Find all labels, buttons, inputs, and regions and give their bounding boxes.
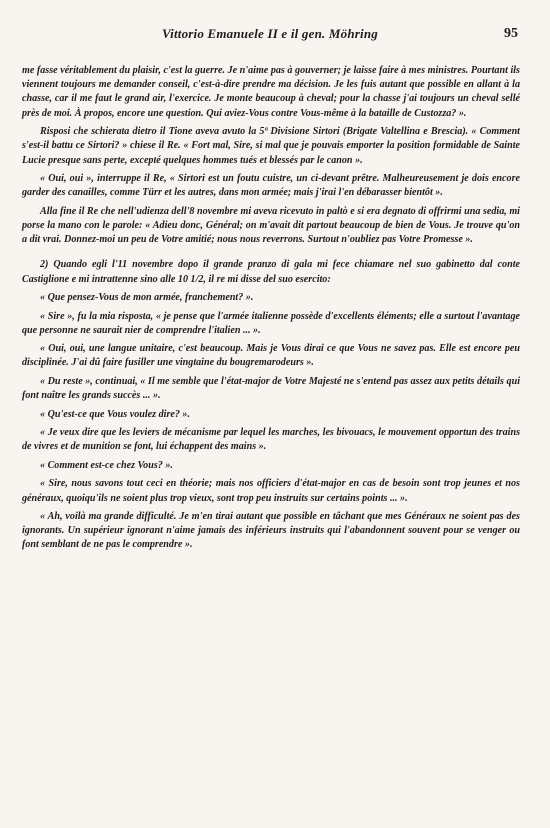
- paragraph: « Sire, nous savons tout ceci en théorie; mais nos officiers d'état-major en cas de besoin sont trop jeunes et nos généraux, quoiqu'ils ne soient plus trop vieux, sont trop peu instruits sur certains points ... ».: [22, 478, 520, 504]
- paragraph: « Qu'est-ce que Vous voulez dire? ».: [40, 408, 191, 420]
- page-header: [22, 26, 518, 46]
- page-number: 95: [504, 26, 518, 41]
- paragraph-section-2: 2) Quando egli l'11 novembre dopo il grande pranzo di gala mi fece chiamare nel suo gabinetto dal conte Castiglione e mi intrattenne sino alle 10 1/2, il re mi disse del suo esercito:: [22, 259, 520, 285]
- paragraph: Risposi che schierata dietro il Tione aveva avuto la 5ª Divisione Sirtori (Brigate Valtellina e Brescia). « Comment s'est-il battu ce Sirtori? » chiese il Re. « Fort mal, Sire, si mal que je pouvais emporter la position formidable de Sainte Lucie presque sans perte, excepté quelques hommes tués et blessés par le canon ».: [22, 126, 520, 166]
- paragraph: « Oui, oui », interruppe il Re, « Sirtori est un foutu cuistre, un ci-devant prêtre. Malheureusement je dois encore garder des canailles, comme Türr et les autres, dans mon armée; mais j'irai l'en débarasser bientôt ».: [22, 173, 520, 199]
- paragraph: Alla fine il Re che nell'udienza dell'8 novembre mi aveva ricevuto in paltò e si era degnato di offrirmi una sedia, mi porse la mano con le parole: « Adieu donc, Général; on m'avait dit partout beaucoup de bien de Vous. Je trouve qu'on a dit vrai. Donnez-moi un peu de Votre amitié; nous nous reverrons. Surtout n'oubliez pas Votre Promesse ».: [22, 205, 520, 246]
- paragraph: « Du reste », continuai, « Il me semble que l'état-major de Votre Majesté ne s'entend pas assez aux petits détails qui font naître les grands succès ... ».: [22, 375, 520, 402]
- paragraph: « Que pensez-Vous de mon armée, franchement? ».: [40, 292, 254, 304]
- paragraph: « Oui, oui, une langue unitaire, c'est beaucoup. Mais je Vous dirai ce que Vous ne savez pas. Elle est encore peu disciplinée. J'ai dû faire fusiller une vingtaine du bougremarodeurs ».: [22, 343, 520, 369]
- paragraph: « Sire », fu la mia risposta, « je pense que l'armée italienne possède d'excellents éléments; elle a surtout l'avantage que personne ne saurait nier de comprendre l'italien ... ».: [22, 310, 520, 336]
- running-title: Vittorio Emanuele II e il gen. Möhring: [161, 26, 378, 41]
- paragraph: « Je veux dire que les leviers de mécanisme par lequel les marches, les bivouacs, le mouvement opportun des trains de vivres et de munition se font, lui échappent des mains ».: [22, 427, 520, 453]
- paragraph: « Ah, voilà ma grande difficulté. Je m'en tirai autant que possible en tâchant que mes Généraux ne soient pas des ignorants. Un supérieur ignorant n'aime jamais des inférieurs instruits qui l'abandonnent souvent pour se venger ou font semblant de ne pas le comprendre ».: [22, 511, 520, 551]
- page-body: [22, 64, 520, 557]
- paragraph: « Comment est-ce chez Vous? ».: [40, 459, 173, 471]
- paragraph-continuation: me fasse véritablement du plaisir, c'est la guerre. Je n'aime pas à gouverner; je laisse faire à mes ministres. Pourtant ils viennent toujours me demander conseil, c'est-à-dire prendre ma décision. Je les fuis autant que possible en allant à la chasse, car il me faut le grand air, l'exercice. Je monte beaucoup à cheval; pour la chasse j'ai toujours un cheval sellé près de moi. À propos, encore une question. Qui aviez-Vous contre Vous-même à la bataille de Custozza? ».: [22, 65, 520, 119]
